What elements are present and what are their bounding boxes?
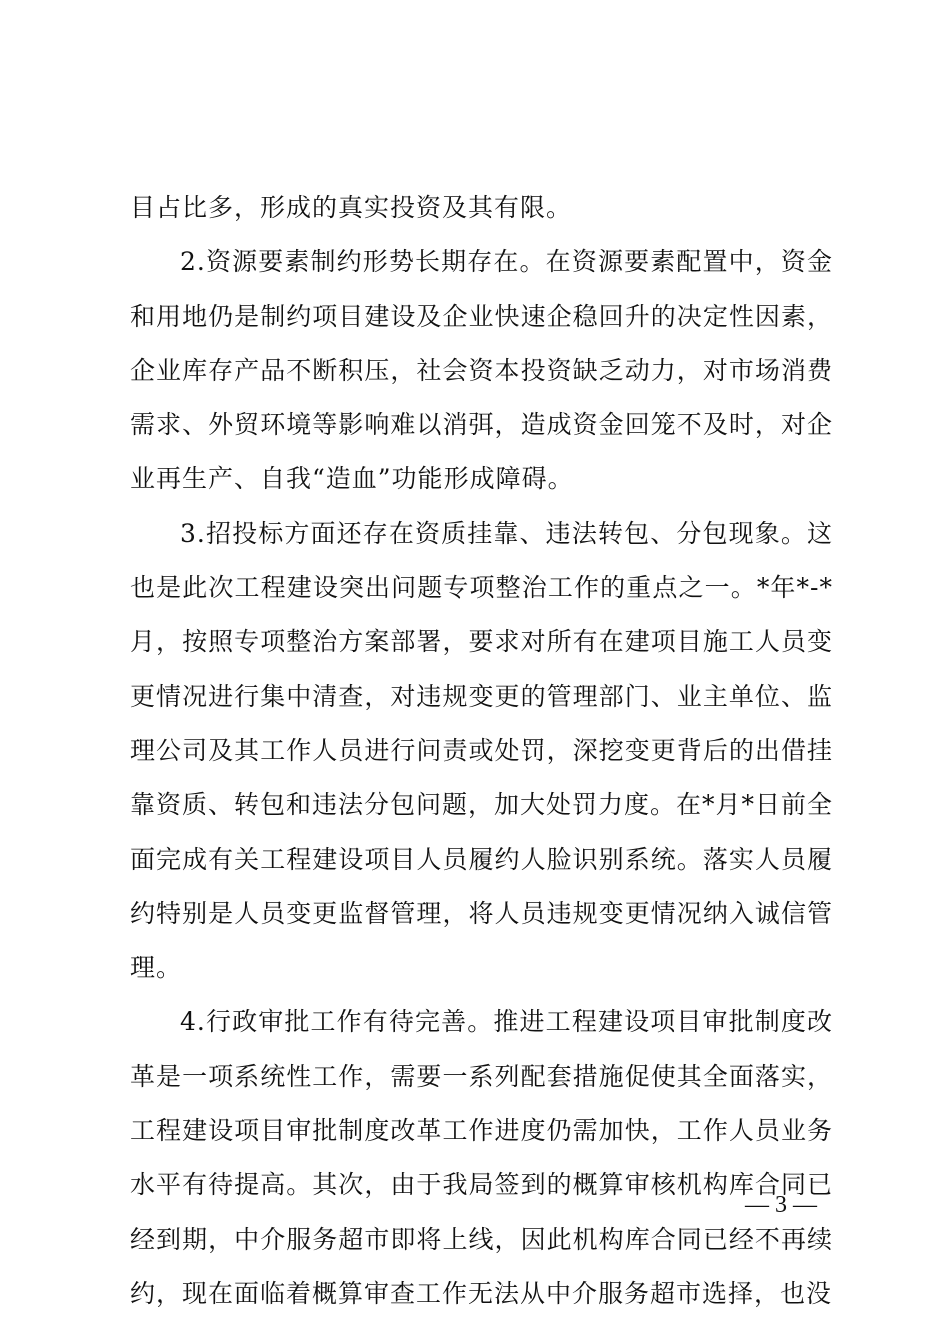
paragraph-resource-constraints: 2.资源要素制约形势长期存在。在资源要素配置中，资金和用地仍是制约项目建设及企业快速企稳回升的决定性因素，企业库存产品不断积压，社会资本投资缺乏动力，对市场消费需求、外贸环境等影响难以消弭，造成资金回笼不及时，对企业再生产、自我“造血”功能形成障碍。 <box>130 247 833 494</box>
body-text <box>130 181 833 1321</box>
paragraph-bidding-issues: 3.招投标方面还存在资质挂靠、违法转包、分包现象。这也是此次工程建设突出问题专项整治工作的重点之一。*年*-*月，按照专项整治方案部署，要求对所有在建项目施工人员变更情况进行集中清查，对违规变更的管理部门、业主单位、监理公司及其工作人员进行问责或处罚，深挖变更背后的出借挂靠资质、转包和违法分包问题，加大处罚力度。在*月*日前全面完成有关工程建设项目人员履约人脸识别系统。落实人员履约特别是人员变更监督管理，将人员违规变更情况纳入诚信管理。 <box>130 518 834 983</box>
paragraph-administrative-approval: 4.行政审批工作有待完善。推进工程建设项目审批制度改革是一项系统性工作，需要一系列配套措施促使其全面落实，工程建设项目审批制度改革工作进度仍需加快，工作人员业务水平有待提高。其次，由于我局签到的概算审核机构库合同已经到期，中介服务超市即将上线，因此机构库合同已经不再续约，现在面临着概算审查工作无法从中介服务超市选择，也没 <box>130 1007 833 1308</box>
page-number: — 3 — <box>745 1192 817 1218</box>
paragraph-continuation: 目占比多，形成的真实投资及其有限。 <box>130 193 573 222</box>
